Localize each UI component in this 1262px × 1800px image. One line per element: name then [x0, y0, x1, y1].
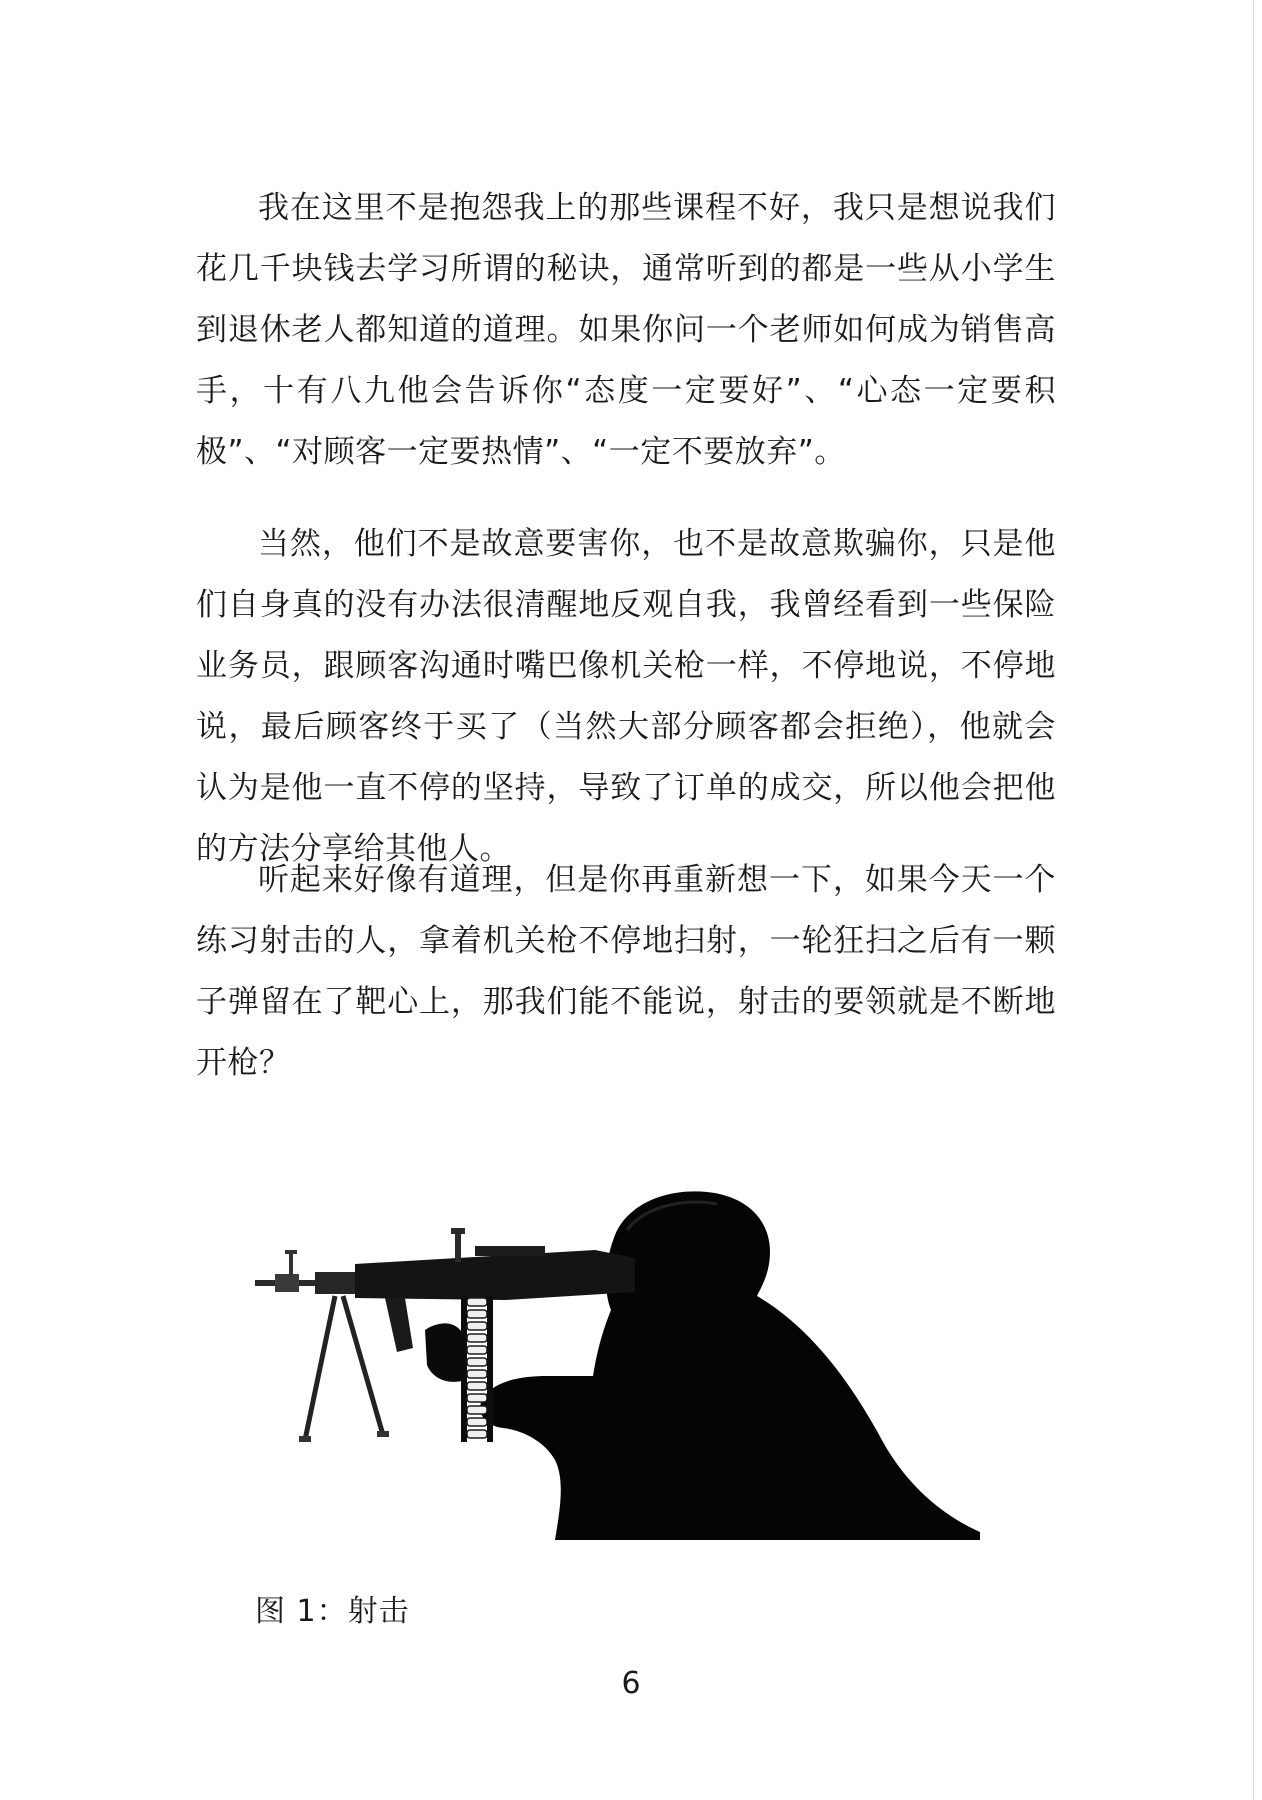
- figure-image: [255, 1180, 1035, 1550]
- page-number: 6: [621, 1666, 641, 1701]
- paragraph-1-text: 我在这里不是抱怨我上的那些课程不好，我只是想说我们花几千块钱去学习所谓的秘诀，通常听到的都是一些从小学生到退休老人都知道的道理。如果你问一个老师如何成为销售高手，十有八九他会告诉你“态度一定要好”、“心态一定要积极”、“对顾客一定要热情”、“一定不要放弃”。: [196, 190, 1056, 470]
- page-edge: [1253, 0, 1254, 1800]
- figure-caption: 图 1：射击: [255, 1594, 410, 1629]
- paragraph-2: [196, 514, 1056, 880]
- paragraph-3: [196, 850, 1056, 1094]
- paragraph-1: [196, 178, 1056, 483]
- paragraph-3-text: 听起来好像有道理，但是你再重新想一下，如果今天一个练习射击的人，拿着机关枪不停地扫射，一轮狂扫之后有一颗子弹留在了靶心上，那我们能不能说，射击的要领就是不断地开枪？: [196, 862, 1056, 1081]
- paragraph-2-text: 当然，他们不是故意要害你，也不是故意欺骗你，只是他们自身真的没有办法很清醒地反观自我，我曾经看到一些保险业务员，跟顾客沟通时嘴巴像机关枪一样，不停地说，不停地说，最后顾客终于买了（当然大部分顾客都会拒绝），他就会认为是他一直不停的坚持，导致了订单的成交，所以他会把他的方法分享给其他人。: [196, 526, 1056, 867]
- machine-gunner-silhouette-icon: [255, 1180, 1035, 1550]
